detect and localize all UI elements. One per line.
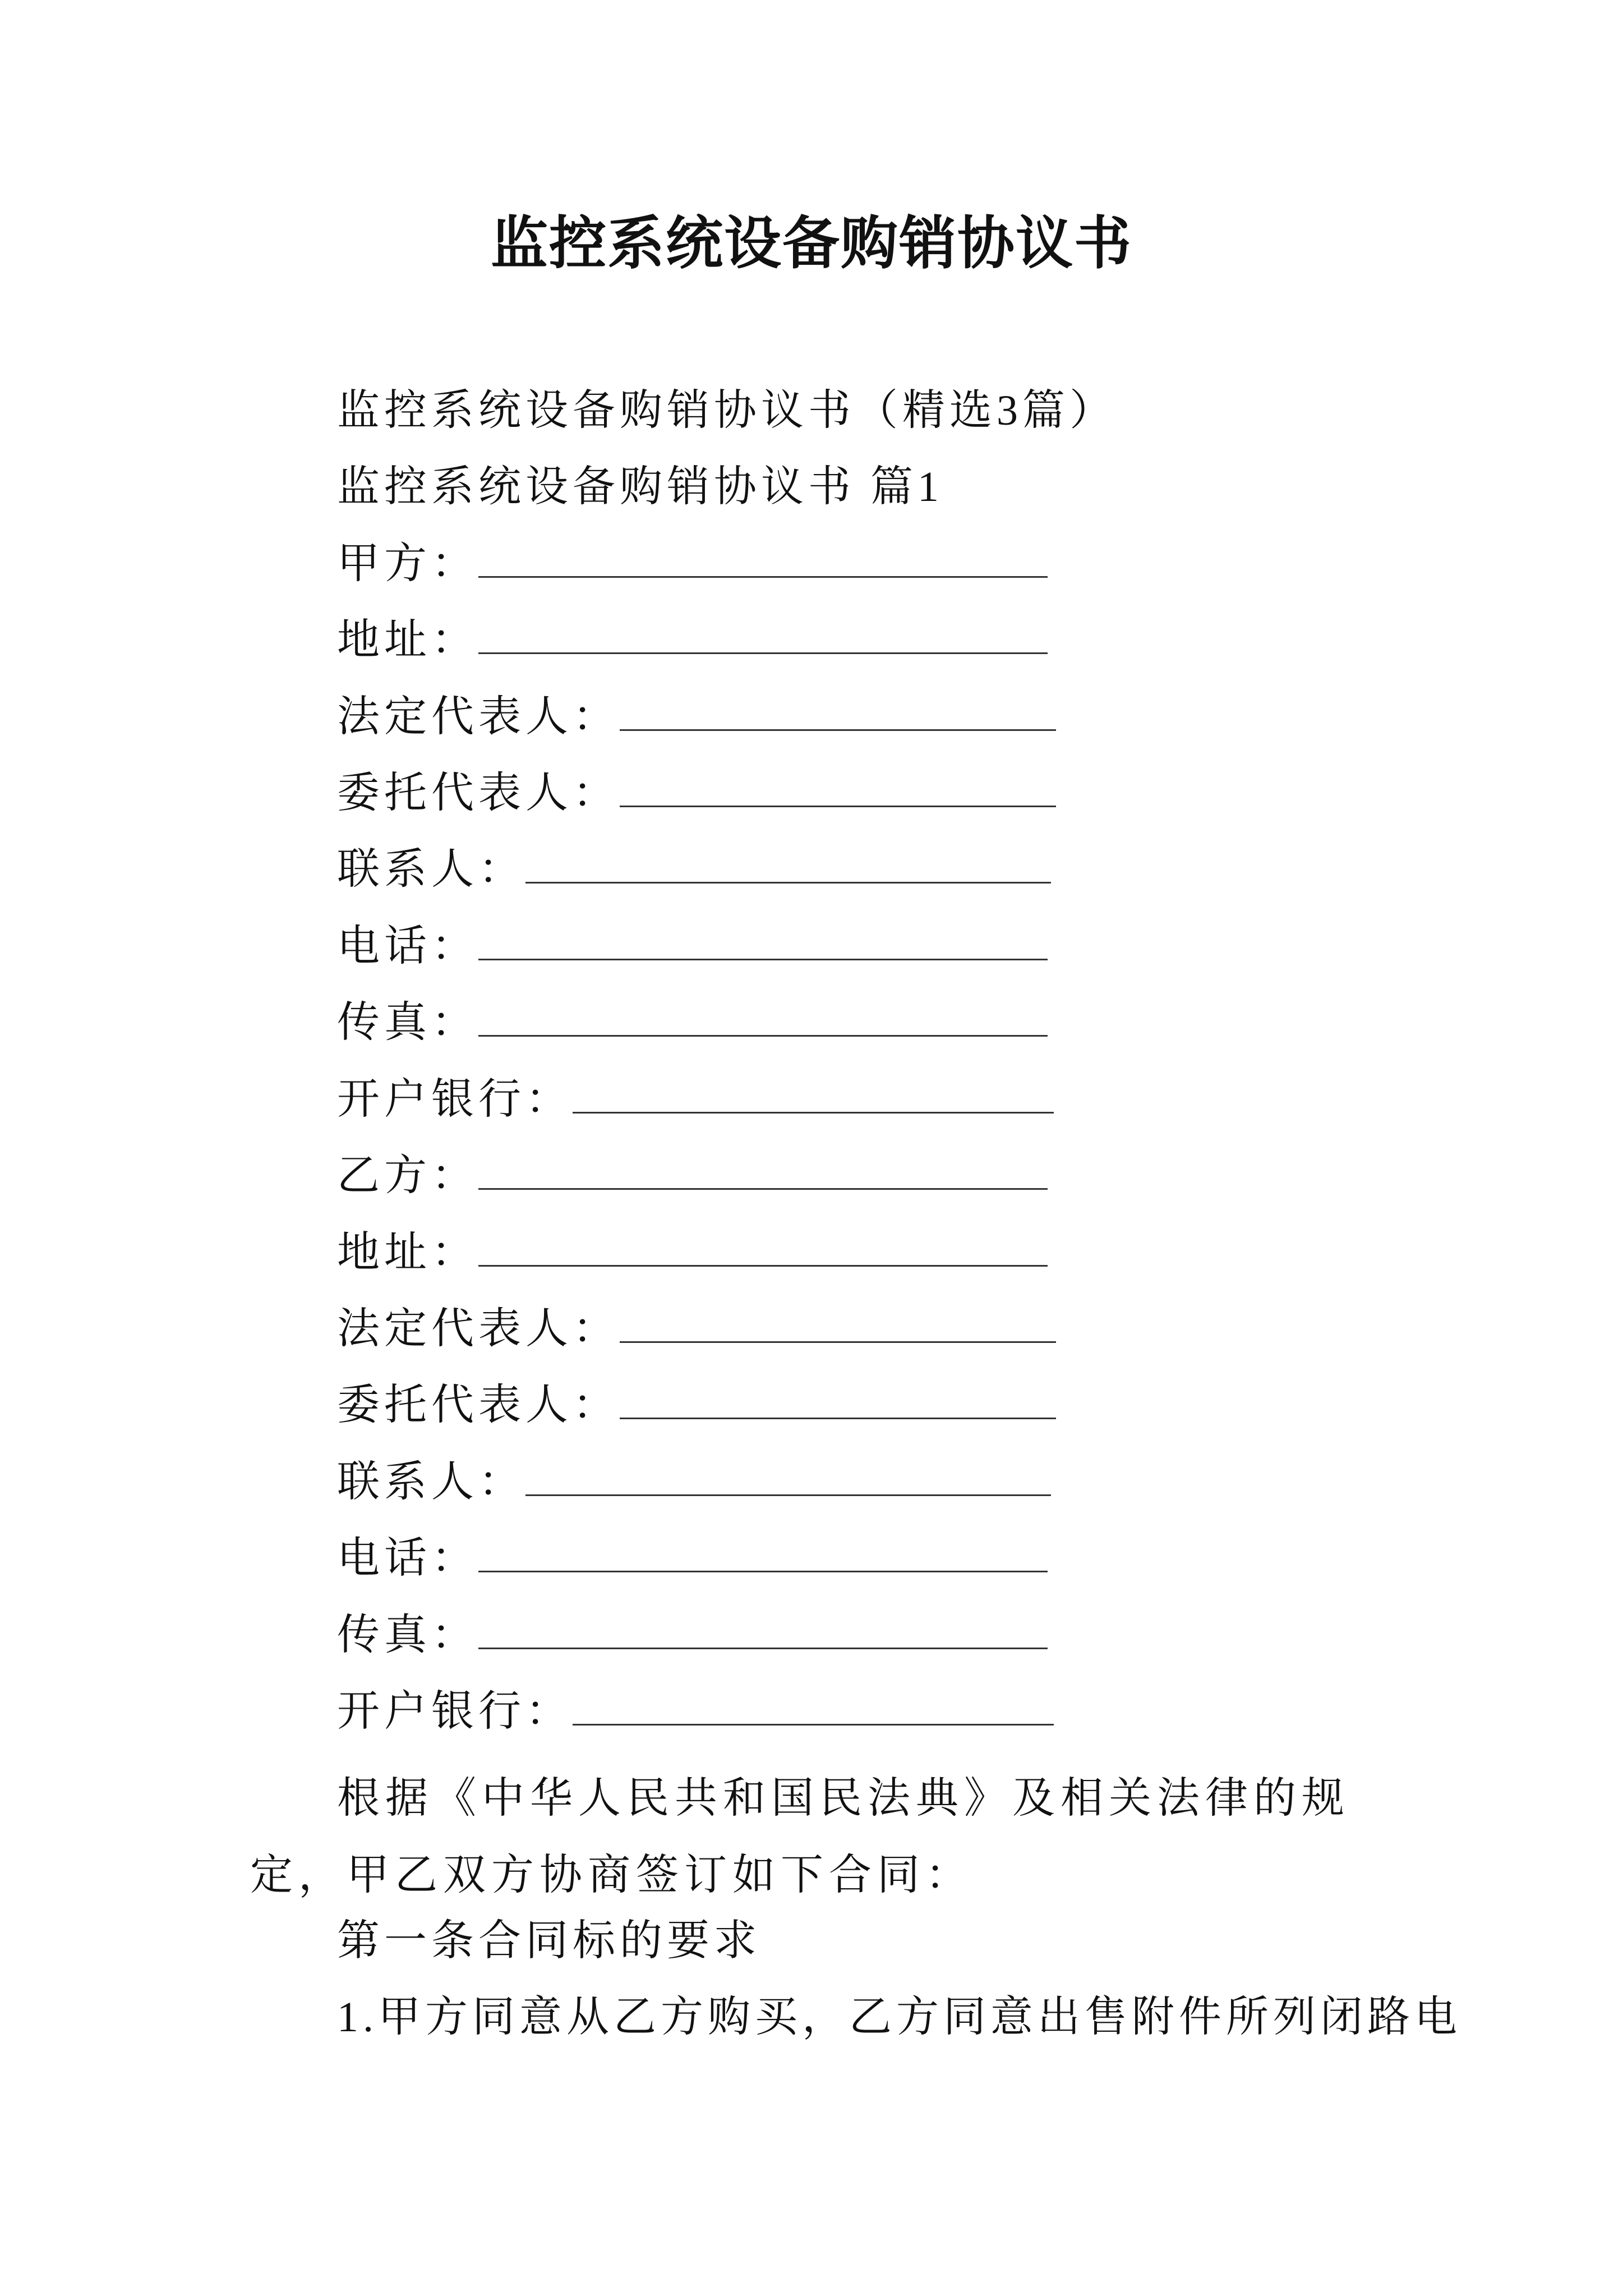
party-b-entrusted-rep-field [337, 1377, 1056, 1433]
party-a-address-blank[interactable] [478, 613, 1048, 654]
party-b-address-label: 地址： [337, 1229, 478, 1276]
party-b-blank[interactable] [478, 1149, 1048, 1190]
party-b-phone-field [337, 1530, 1048, 1586]
party-b-legal-rep-blank[interactable] [620, 1302, 1056, 1343]
article-1-item-1: 1.甲方同意从乙方购买，乙方同意出售附件所列闭路电 [337, 1994, 1461, 2041]
party-b-fax-field [337, 1607, 1048, 1663]
party-a-bank-field [337, 1071, 1054, 1128]
party-a-blank[interactable] [478, 537, 1048, 578]
party-a-entrusted-rep-label: 委托代表人： [337, 770, 620, 817]
party-a-legal-rep-label: 法定代表人： [337, 693, 620, 740]
party-a-bank-label: 开户银行： [337, 1076, 573, 1123]
party-b-contact-field [337, 1454, 1051, 1510]
party-b-fax-label: 传真： [337, 1612, 478, 1659]
party-a-fax-label: 传真： [337, 999, 478, 1046]
party-a-fax-field [337, 995, 1048, 1051]
document-subtitle: 监控系统设备购销协议书（精选3篇） [337, 387, 1117, 434]
party-b-bank-label: 开户银行： [337, 1688, 573, 1735]
party-b-legal-rep-label: 法定代表人： [337, 1305, 620, 1352]
party-a-contact-label: 联系人： [337, 846, 525, 893]
section-heading: 监控系统设备购销协议书 篇1 [337, 463, 943, 510]
party-b-legal-rep-field [337, 1301, 1056, 1357]
party-a-phone-blank[interactable] [478, 919, 1048, 960]
party-a-phone-label: 电话： [337, 923, 478, 970]
party-b-address-blank[interactable] [478, 1226, 1048, 1267]
party-b-entrusted-rep-blank[interactable] [620, 1378, 1056, 1419]
party-a-contact-field [337, 841, 1051, 898]
party-a-contact-blank[interactable] [525, 843, 1051, 884]
document-title: 监控系统设备购销协议书 [491, 210, 1132, 277]
party-a-label: 甲方： [337, 540, 478, 587]
party-a-phone-field [337, 918, 1048, 974]
party-b-contact-blank[interactable] [525, 1455, 1051, 1496]
party-b-phone-blank[interactable] [478, 1531, 1048, 1572]
party-a-legal-rep-blank[interactable] [620, 690, 1056, 731]
intro-paragraph: 根据《中华人民共和国民法典》及相关法律的规定，甲乙双方协商签订如下合同： [250, 1775, 1350, 1899]
party-b-label: 乙方： [337, 1152, 478, 1199]
party-b-field [337, 1148, 1048, 1204]
party-a-fax-blank[interactable] [478, 996, 1048, 1037]
party-a-legal-rep-field [337, 689, 1056, 745]
party-a-entrusted-rep-field [337, 765, 1056, 821]
party-b-fax-blank[interactable] [478, 1608, 1048, 1649]
party-a-bank-blank[interactable] [573, 1073, 1054, 1114]
article-1-heading: 第一条合同标的要求 [337, 1917, 761, 1964]
party-b-bank-field [337, 1683, 1054, 1740]
party-b-entrusted-rep-label: 委托代表人： [337, 1382, 620, 1429]
party-b-phone-label: 电话： [337, 1535, 478, 1582]
party-a-address-label: 地址： [337, 616, 478, 664]
party-b-contact-label: 联系人： [337, 1458, 525, 1506]
party-a-address-field [337, 612, 1048, 668]
party-b-address-field [337, 1225, 1048, 1281]
party-a-entrusted-rep-blank[interactable] [620, 766, 1056, 807]
party-b-bank-blank[interactable] [573, 1685, 1054, 1726]
party-a-field [337, 536, 1048, 592]
